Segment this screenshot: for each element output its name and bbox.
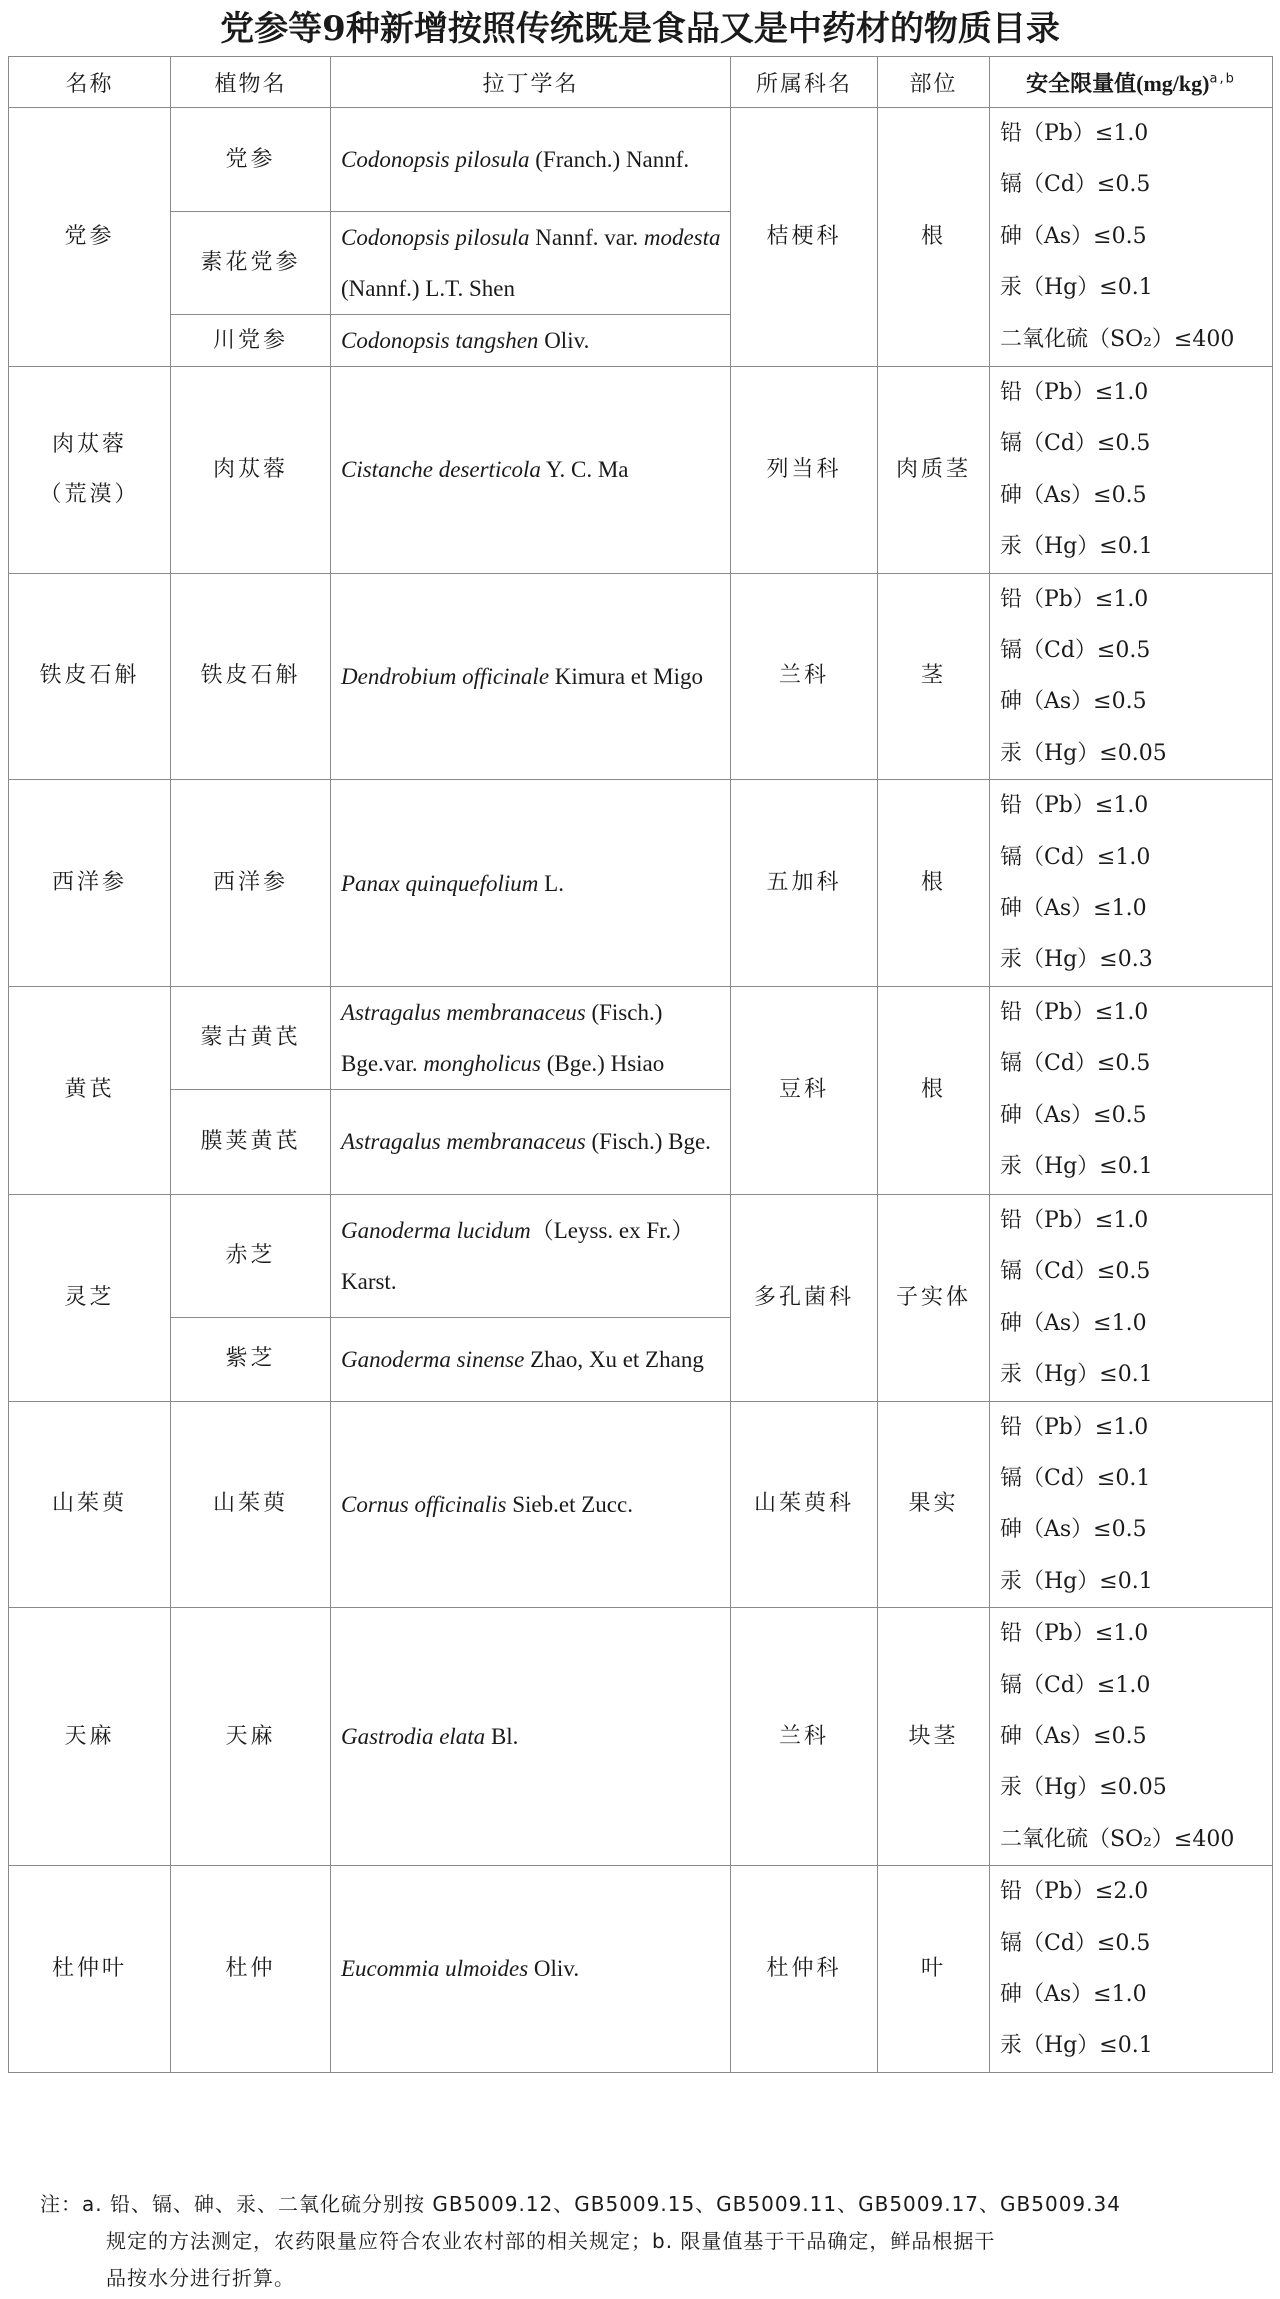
- limit-cell: [990, 1401, 1273, 1608]
- table-body: [9, 108, 1273, 2073]
- family-cell: 豆科: [731, 986, 878, 1194]
- latin-name-cell: [331, 1317, 731, 1401]
- family-cell: 杜仲科: [731, 1866, 878, 2073]
- name-cell: [9, 1194, 171, 1401]
- header-row: [9, 57, 1273, 108]
- header-name: 名称: [9, 57, 171, 108]
- plant-cell: 赤芝: [171, 1194, 331, 1317]
- latin-italic: Eucommia ulmoides: [341, 1956, 529, 1982]
- limit-cell: [990, 108, 1273, 367]
- name-cell: [9, 367, 171, 574]
- latin-name-cell: [331, 108, 731, 212]
- latin-text: L.: [538, 870, 564, 896]
- table-row: [9, 1866, 1273, 2073]
- limit-line: 镉（Cd）≤0.5: [1000, 1051, 1151, 1077]
- limit-line: 镉（Cd）≤0.5: [1000, 1930, 1151, 1956]
- latin-text: (Bge.) Hsiao: [540, 1050, 665, 1076]
- latin-name-cell: [331, 367, 731, 574]
- latin-italic: Ganoderma sinense: [341, 1346, 525, 1372]
- part-cell: 根: [878, 986, 990, 1194]
- name-cell: [9, 108, 171, 367]
- limit-line: 镉（Cd）≤0.5: [1000, 172, 1151, 198]
- latin-italic: Panax quinquefolium: [341, 870, 539, 896]
- latin-text: (Fisch.) Bge.var.: [341, 999, 663, 1076]
- limit-line: 汞（Hg）≤0.05: [1000, 1775, 1167, 1801]
- part-cell: 根: [878, 780, 990, 987]
- name-cell: [9, 780, 171, 987]
- limit-line: 镉（Cd）≤0.5: [1000, 1259, 1151, 1285]
- latin-name-cell: [331, 1194, 731, 1317]
- limit-line: 镉（Cd）≤1.0: [1000, 1672, 1151, 1698]
- footnote-line: 注：a. 铅、镉、砷、汞、二氧化硫分别按 GB5009.12、GB5009.15、GB5009.11、GB5009.17、GB5009.34: [40, 2192, 1121, 2216]
- limit-line: 二氧化硫（SO₂）≤400: [1000, 326, 1235, 352]
- footnote-line: 规定的方法测定，农药限量应符合农业农村部的相关规定；b. 限量值基于干品确定，鲜品根据干: [106, 2229, 996, 2253]
- plant-cell: 山茱萸: [171, 1401, 331, 1608]
- latin-italic: mongholicus: [423, 1050, 541, 1076]
- latin-italic: Codonopsis pilosula: [341, 225, 530, 250]
- table-row: [9, 1608, 1273, 1866]
- limit-line: 铅（Pb）≤1.0: [1000, 586, 1149, 612]
- plant-cell: 川党参: [171, 315, 331, 367]
- limit-line: 铅（Pb）≤1.0: [1000, 380, 1149, 405]
- footnote: [40, 2186, 1260, 2297]
- table-row: [9, 1401, 1273, 1608]
- plant-cell: 肉苁蓉: [171, 367, 331, 574]
- latin-italic: Gastrodia elata: [341, 1724, 486, 1750]
- latin-text: Oliv.: [528, 1956, 580, 1982]
- limit-cell: [990, 1194, 1273, 1401]
- name-text: 杜仲叶: [51, 1955, 127, 1981]
- latin-text: Zhao, Xu et Zhang: [524, 1346, 704, 1372]
- plant-cell: 党参: [171, 108, 331, 212]
- name-cell: [9, 1608, 171, 1866]
- latin-text: (Fisch.) Bge.: [585, 1129, 711, 1155]
- latin-italic: Ganoderma lucidum: [341, 1217, 531, 1243]
- plant-cell: 蒙古黄芪: [171, 986, 331, 1089]
- table-row: [9, 780, 1273, 987]
- table-row: [9, 986, 1273, 1089]
- table-row: [9, 108, 1273, 212]
- latin-text: Oliv.: [538, 328, 590, 353]
- plant-cell: 素花党参: [171, 212, 331, 315]
- limit-line: 砷（As）≤0.5: [1000, 1102, 1147, 1128]
- latin-name-cell: [331, 212, 731, 315]
- limit-line: 铅（Pb）≤1.0: [1000, 1414, 1149, 1440]
- part-cell: 肉质茎: [878, 367, 990, 574]
- limit-line: 砷（As）≤0.5: [1000, 1517, 1147, 1543]
- part-cell: 果实: [878, 1401, 990, 1608]
- page-title: 党参等9种新增按照传统既是食品又是中药材的物质目录: [220, 9, 1060, 49]
- limit-line: 铅（Pb）≤1.0: [1000, 1621, 1149, 1647]
- header-latin: 拉丁学名: [331, 57, 731, 108]
- latin-text: Kimura et Migo: [549, 663, 703, 689]
- header-limit-note-mark: a,b: [1209, 71, 1236, 87]
- latin-name-cell: [331, 780, 731, 987]
- limit-line: 砷（As）≤0.5: [1000, 482, 1147, 508]
- limit-cell: [990, 1608, 1273, 1866]
- plant-cell: 铁皮石斛: [171, 573, 331, 780]
- family-cell: 五加科: [731, 780, 878, 987]
- limit-line: 铅（Pb）≤1.0: [1000, 121, 1149, 146]
- latin-text: Nannf. var.: [529, 225, 644, 250]
- latin-italic: Codonopsis tangshen: [341, 328, 539, 353]
- header-limit: [990, 57, 1273, 108]
- latin-text: Bl.: [485, 1724, 519, 1750]
- limit-cell: [990, 986, 1273, 1194]
- latin-italic: modesta: [643, 225, 721, 250]
- limit-cell: [990, 780, 1273, 987]
- name-text: 灵芝: [64, 1284, 115, 1310]
- limit-line: 砷（As）≤0.5: [1000, 689, 1147, 715]
- limit-line: 镉（Cd）≤1.0: [1000, 844, 1151, 870]
- limit-line: 砷（As）≤1.0: [1000, 1981, 1147, 2007]
- footnote-line: 品按水分进行折算。: [106, 2266, 295, 2290]
- limit-cell: [990, 573, 1273, 780]
- latin-text: (Franch.) Nannf.: [529, 147, 690, 172]
- plant-cell: 杜仲: [171, 1866, 331, 2073]
- limit-line: 铅（Pb）≤2.0: [1000, 1879, 1149, 1905]
- header-plant: 植物名: [171, 57, 331, 108]
- name-text: 肉苁蓉: [51, 431, 127, 457]
- limit-line: 镉（Cd）≤0.5: [1000, 431, 1151, 457]
- name-text: 黄芪: [64, 1077, 115, 1103]
- name-text: 山茱萸: [51, 1491, 127, 1517]
- limit-line: 汞（Hg）≤0.05: [1000, 740, 1167, 766]
- name-cell: [9, 986, 171, 1194]
- name-text: 铁皮石斛: [39, 663, 140, 689]
- latin-name-cell: [331, 986, 731, 1089]
- limit-line: 镉（Cd）≤0.5: [1000, 638, 1151, 664]
- part-cell: 子实体: [878, 1194, 990, 1401]
- family-cell: 多孔菌科: [731, 1194, 878, 1401]
- latin-italic: Cornus officinalis: [341, 1491, 507, 1517]
- table-row: [9, 367, 1273, 574]
- latin-name-cell: [331, 1401, 731, 1608]
- limit-line: 二氧化硫（SO₂）≤400: [1000, 1826, 1235, 1852]
- limit-line: 汞（Hg）≤0.1: [1000, 2033, 1153, 2059]
- plant-cell: 紫芝: [171, 1317, 331, 1401]
- limit-line: 砷（As）≤1.0: [1000, 1310, 1147, 1336]
- latin-name-cell: [331, 573, 731, 780]
- family-cell: 兰科: [731, 573, 878, 780]
- limit-line: 砷（As）≤0.5: [1000, 1723, 1147, 1749]
- part-cell: 叶: [878, 1866, 990, 2073]
- table-row: [9, 1194, 1273, 1317]
- family-cell: 兰科: [731, 1608, 878, 1866]
- latin-italic: Dendrobium officinale: [341, 663, 550, 689]
- limit-line: 砷（As）≤0.5: [1000, 223, 1147, 249]
- latin-text: Y. C. Ma: [540, 457, 629, 483]
- part-cell: 茎: [878, 573, 990, 780]
- latin-name-cell: [331, 1608, 731, 1866]
- latin-text: (Nannf.) L.T. Shen: [341, 276, 515, 301]
- plant-cell: 西洋参: [171, 780, 331, 987]
- header-limit-label: 安全限量值(mg/kg): [1026, 70, 1210, 96]
- name-cell: [9, 1866, 171, 2073]
- family-cell: 列当科: [731, 367, 878, 574]
- latin-name-cell: [331, 315, 731, 367]
- name-text: 党参: [64, 224, 115, 249]
- limit-line: 铅（Pb）≤1.0: [1000, 1207, 1149, 1233]
- name-text: 天麻: [64, 1723, 115, 1749]
- limit-cell: [990, 367, 1273, 574]
- limit-line: 铅（Pb）≤1.0: [1000, 999, 1149, 1025]
- latin-italic: Codonopsis pilosula: [341, 147, 530, 172]
- name-text: （荒漠）: [39, 481, 140, 507]
- latin-text: Sieb.et Zucc.: [506, 1491, 633, 1517]
- part-cell: 块茎: [878, 1608, 990, 1866]
- part-cell: 根: [878, 108, 990, 367]
- family-cell: 桔梗科: [731, 108, 878, 367]
- limit-line: 汞（Hg）≤0.3: [1000, 947, 1153, 973]
- plant-cell: 天麻: [171, 1608, 331, 1866]
- limit-line: 镉（Cd）≤0.1: [1000, 1465, 1151, 1491]
- limit-line: 汞（Hg）≤0.1: [1000, 1154, 1153, 1180]
- table-row: [9, 573, 1273, 780]
- limit-line: 铅（Pb）≤1.0: [1000, 793, 1149, 819]
- limit-line: 汞（Hg）≤0.1: [1000, 1568, 1153, 1594]
- family-cell: 山茱萸科: [731, 1401, 878, 1608]
- header-part: 部位: [878, 57, 990, 108]
- limit-line: 砷（As）≤1.0: [1000, 896, 1147, 922]
- herb-catalog-table: [8, 56, 1273, 2073]
- name-text: 西洋参: [51, 870, 127, 896]
- latin-text: （Leyss. ex Fr.）Karst.: [341, 1217, 695, 1294]
- limit-cell: [990, 1866, 1273, 2073]
- name-cell: [9, 573, 171, 780]
- limit-line: 汞（Hg）≤0.1: [1000, 275, 1153, 301]
- latin-name-cell: [331, 1866, 731, 2073]
- latin-italic: Astragalus membranaceus: [341, 999, 586, 1025]
- plant-cell: 膜荚黄芪: [171, 1089, 331, 1194]
- latin-italic: Astragalus membranaceus: [341, 1129, 586, 1155]
- name-cell: [9, 1401, 171, 1608]
- limit-line: 汞（Hg）≤0.1: [1000, 1362, 1153, 1388]
- limit-line: 汞（Hg）≤0.1: [1000, 534, 1153, 560]
- latin-italic: Cistanche deserticola: [341, 457, 541, 483]
- latin-name-cell: [331, 1089, 731, 1194]
- header-family: 所属科名: [731, 57, 878, 108]
